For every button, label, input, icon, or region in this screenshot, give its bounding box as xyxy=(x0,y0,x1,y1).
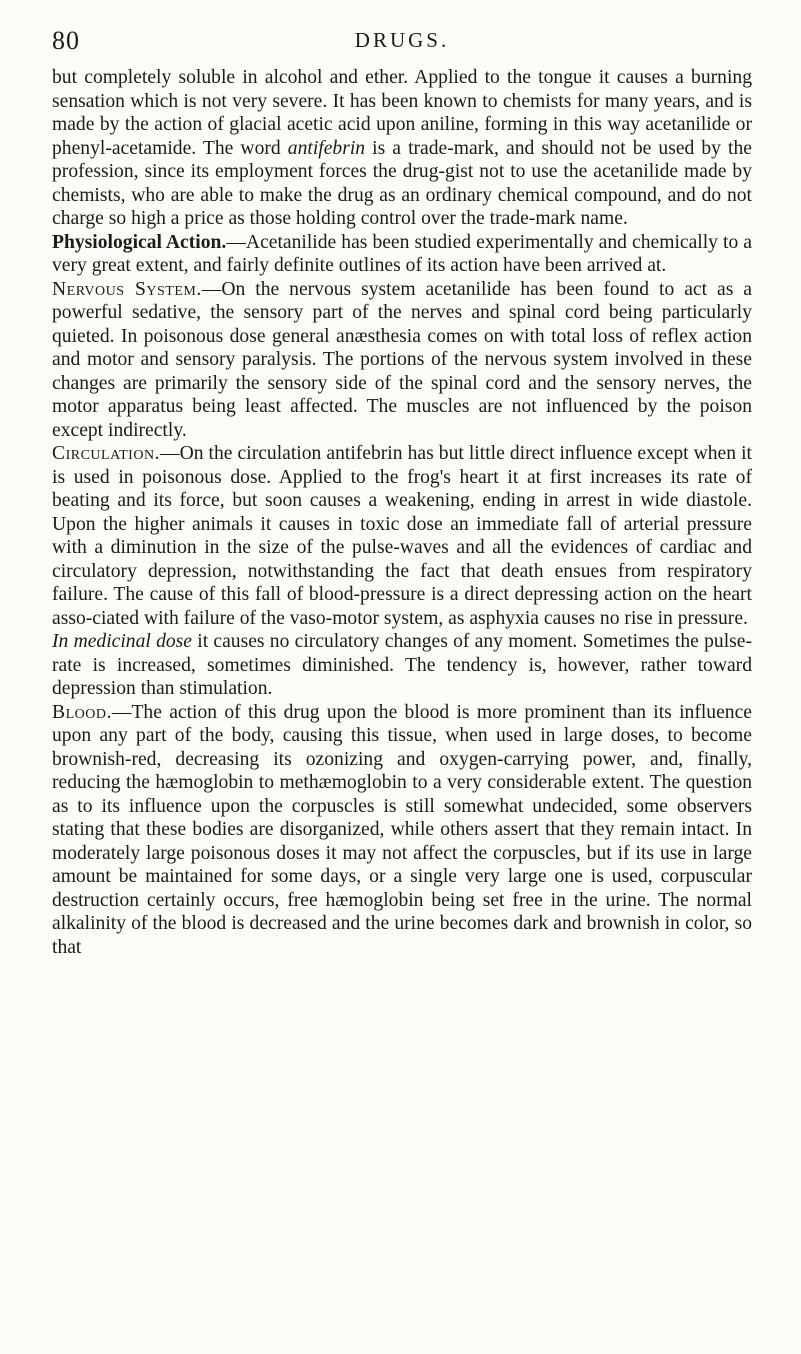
paragraph-text: is a trade-mark, and should not be used by the profession, since its employment forces the drug-gist not to use the acetanilide made by chemists, who are able to make the drug as an ordinary chemical compound, and do not charge so high a price as those holding control over the trade-mark name. xyxy=(52,137,752,229)
emphasis-text: antifebrin xyxy=(287,137,366,159)
paragraph xyxy=(52,278,752,443)
running-head: DRUGS. xyxy=(354,28,450,52)
emphasis-text: In medicinal dose xyxy=(52,631,193,652)
page-number: 80 xyxy=(52,26,80,55)
section-heading: Blood. xyxy=(52,701,112,723)
paragraph-text: —On the nervous system acetanilide has been found to act as a powerful sedative, the sensory part of the nerves and spinal cord being particularly quieted. In poisonous dose general anæsthesia comes on with total loss of reflex action and motor and sensory paralysis. The portions of the nervous system involved in these changes are primarily the sensory side of the spinal cord and the sensory nerves, the motor apparatus being least affected. The muscles are not influenced by the poison except indirectly. xyxy=(52,278,752,441)
page-header xyxy=(52,26,752,56)
section-heading: Physiological Action. xyxy=(52,231,227,253)
paragraph xyxy=(52,442,752,630)
section-heading: Circulation. xyxy=(52,443,160,464)
paragraph xyxy=(52,630,752,701)
paragraph-text: but completely soluble in alcohol and ether. Applied to the tongue it causes a burning sensation which is not very severe. It has been known to chemists for many years, and is made by the action of glacial acetic acid upon aniline, forming in this way acetanilide or phenyl-acetamide. The word xyxy=(52,67,752,159)
paragraph-text: it causes no circulatory changes of any moment. Sometimes the pulse-rate is increased, sometimes diminished. The tendency is, however, rather toward depression than stimulation. xyxy=(52,631,752,699)
paragraph xyxy=(52,66,752,231)
paragraph-text: —The action of this drug upon the blood is more prominent than its influence upon any part of the body, causing this tissue, when used in large doses, to become brownish-red, decreasing its ozonizing and oxygen-carrying power, and, finally, reducing the hæmoglobin to methæmoglobin to a very considerable extent. The question as to its influence upon the corpuscles is still somewhat undecided, some observers stating that these bodies are disorganized, while others assert that they remain intact. In moderately large poisonous doses it may not affect the corpuscles, but if its use in large amount be maintained for some days, or a single very large one is used, corpuscular destruction certainly occurs, free hæmoglobin being set free in the urine. The normal alkalinity of the blood is decreased and the urine becomes dark and brownish in color, so that xyxy=(52,701,752,958)
body-text xyxy=(52,66,752,959)
paragraph xyxy=(52,701,752,960)
paragraph xyxy=(52,231,752,278)
section-heading: Nervous System. xyxy=(52,278,202,300)
paragraph-text: —On the circulation antifebrin has but little direct influence except when it is used in poisonous dose. Applied to the frog's heart it at first increases its rate of beating and its force, but soon causes a weakening, ending in arrest in wide diastole. Upon the higher animals it causes in toxic dose an immediate fall of arterial pressure with a diminution in the size of the pulse-waves and all the evidences of cardiac and circulatory depression, notwithstanding the fact that death ensues from respiratory failure. The cause of this fall of blood-pressure is a direct depressing action on the heart asso-ciated with failure of the vaso-motor system, as asphyxia causes no rise in pressure. xyxy=(52,443,752,629)
paragraph-text: —Acetanilide has been studied experimentally and chemically to a very great extent, and fairly definite outlines of its action have been arrived at. xyxy=(52,231,752,276)
